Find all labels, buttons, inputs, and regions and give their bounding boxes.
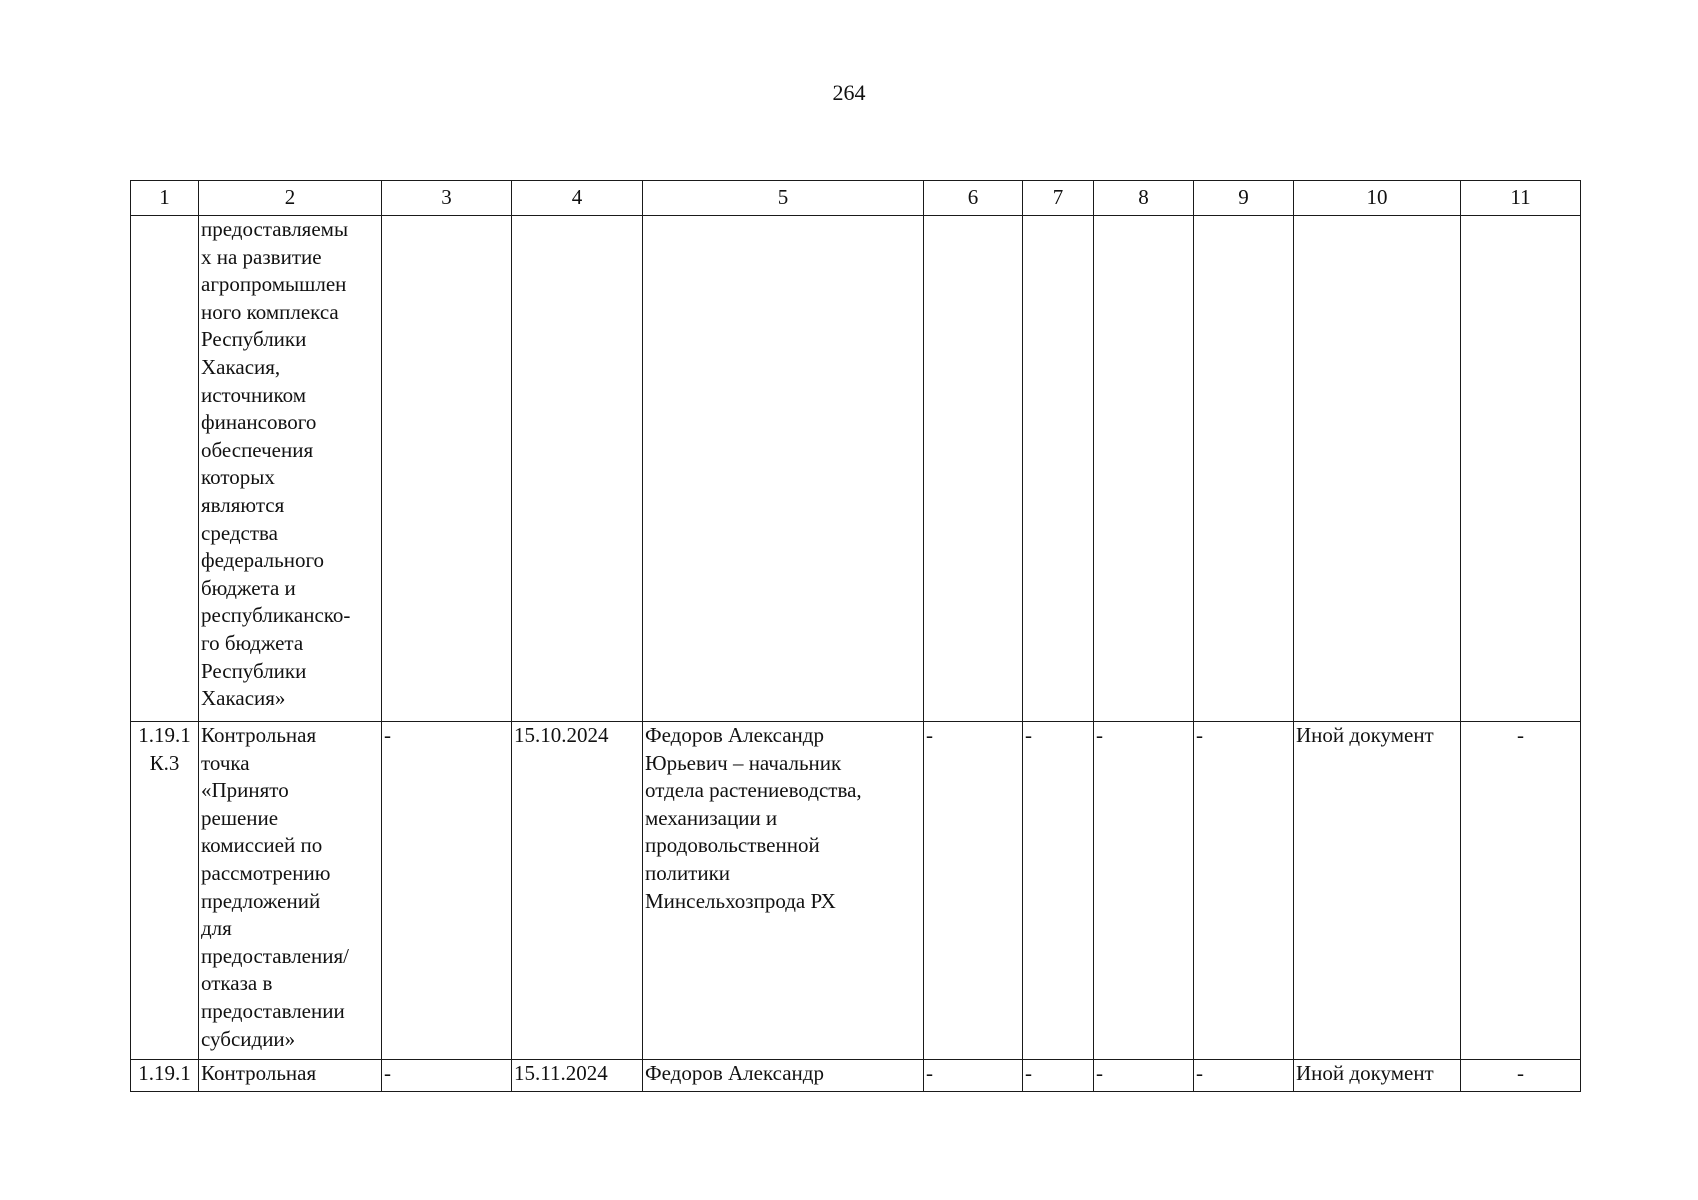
cell-col9: - [1194, 1060, 1294, 1092]
cell-col8: - [1094, 722, 1194, 1060]
cell-col6: - [924, 1060, 1023, 1092]
cell-document-type [1294, 216, 1461, 722]
column-header-3: 3 [382, 181, 512, 216]
page-number: 264 [832, 80, 866, 105]
column-header-10: 10 [1294, 181, 1461, 216]
cell-responsible: Федоров Александр [643, 1060, 924, 1092]
cell-date: 15.11.2024 [512, 1060, 643, 1092]
cell-col9: - [1194, 722, 1294, 1060]
cell-col11: - [1461, 722, 1581, 1060]
column-header-6: 6 [924, 181, 1023, 216]
header-row [131, 181, 1581, 216]
column-header-8: 8 [1094, 181, 1194, 216]
table-row [131, 722, 1581, 1060]
cell-name: Контрольная [199, 1060, 382, 1092]
cell-col11: - [1461, 1060, 1581, 1092]
cell-col7: - [1023, 722, 1094, 1060]
cell-col8 [1094, 216, 1194, 722]
cell-name: предоставляемы х на развитие агропромышлен ного комплекса Республики Хакасия, источником финансового обеспечения которых являются средства федерального бюджета и республиканско- го бюджета Республики Хакасия» [199, 216, 382, 722]
table-row [131, 216, 1581, 722]
cell-col7 [1023, 216, 1094, 722]
cell-date: 15.10.2024 [512, 722, 643, 1060]
cell-number [131, 216, 199, 722]
cell-date [512, 216, 643, 722]
column-header-2: 2 [199, 181, 382, 216]
cell-col7: - [1023, 1060, 1094, 1092]
cell-col11 [1461, 216, 1581, 722]
cell-col6: - [924, 722, 1023, 1060]
cell-number: 1.19.1 [131, 1060, 199, 1092]
cell-document-type: Иной документ [1294, 722, 1461, 1060]
column-header-7: 7 [1023, 181, 1094, 216]
document-table [130, 180, 1581, 1092]
column-header-9: 9 [1194, 181, 1294, 216]
cell-responsible: Федоров Александр Юрьевич – начальник отдела растениеводства, механизации и продовольственной политики Минсельхозпрода РХ [643, 722, 924, 1060]
cell-col6 [924, 216, 1023, 722]
cell-document-type: Иной документ [1294, 1060, 1461, 1092]
column-header-4: 4 [512, 181, 643, 216]
cell-responsible [643, 216, 924, 722]
cell-name: Контрольная точка «Принято решение комиссией по рассмотрению предложений для предоставления/ отказа в предоставлении субсидии» [199, 722, 382, 1060]
cell-col3: - [382, 1060, 512, 1092]
cell-number: 1.19.1 К.3 [131, 722, 199, 1060]
column-header-1: 1 [131, 181, 199, 216]
table-row [131, 1060, 1581, 1092]
cell-col9 [1194, 216, 1294, 722]
column-header-11: 11 [1461, 181, 1581, 216]
cell-col8: - [1094, 1060, 1194, 1092]
cell-col3: - [382, 722, 512, 1060]
cell-col3 [382, 216, 512, 722]
column-header-5: 5 [643, 181, 924, 216]
